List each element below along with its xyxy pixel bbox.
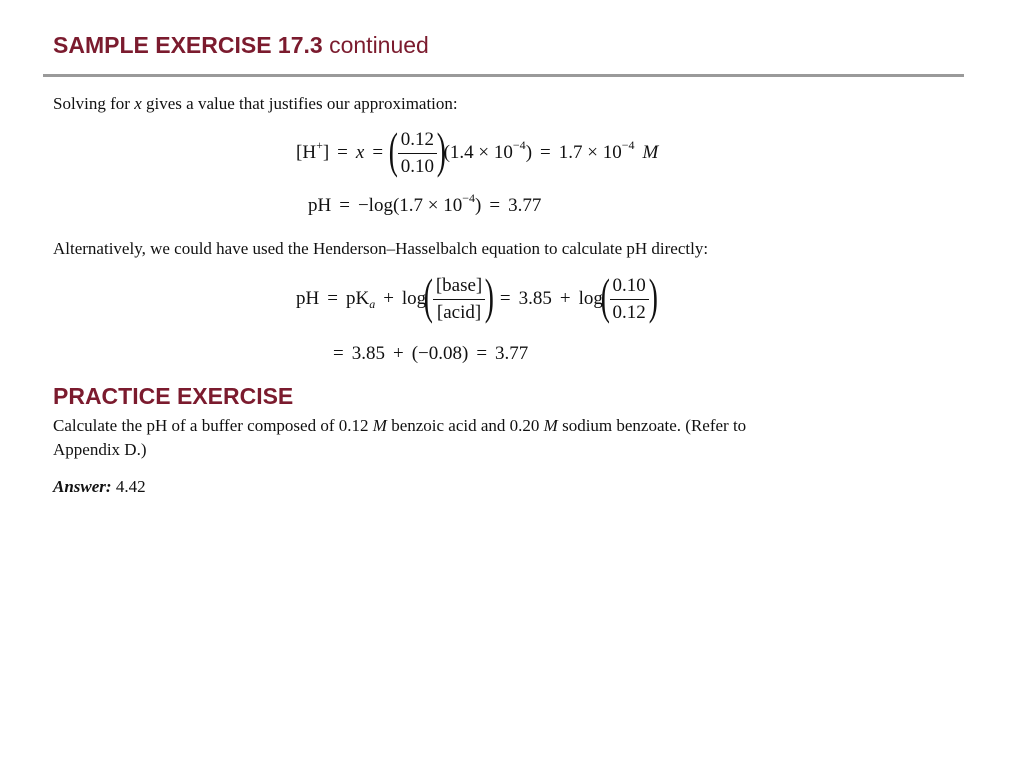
eq1-lhs-sup: + [316, 137, 323, 152]
right-paren: ) [436, 122, 446, 178]
eq4-plus: + [392, 343, 404, 364]
eq1-lhs-close: ] [322, 142, 330, 163]
eq1-x: x [355, 142, 365, 163]
left-paren: ( [600, 268, 610, 324]
eq2-expr-exp: −4 [462, 190, 476, 205]
title-divider [43, 74, 964, 77]
eq1-lhs: [H [296, 142, 317, 163]
eq3-value: 3.85 [518, 288, 552, 309]
eq3-equals-2: = [499, 288, 511, 309]
left-paren: ( [423, 268, 434, 324]
practice-text-a: Calculate the pH of a buffer composed of 0.12 [53, 416, 369, 435]
equation-h-concentration [296, 122, 659, 178]
alternative-paragraph: Alternatively, we could have used the Henderson–Hasselbalch equation to calculate pH directly: [53, 239, 709, 258]
eq3-pk: pK [345, 288, 370, 309]
eq3-denominator-1: [acid] [436, 301, 482, 323]
eq3-numerator-2: 0.10 [610, 275, 649, 300]
eq1-result-exp: −4 [621, 137, 635, 152]
eq3-log-1: log [401, 288, 427, 309]
practice-text-c: sodium benzoate. (Refer to [562, 416, 747, 435]
eq3-denominator-2: 0.12 [612, 301, 646, 323]
practice-unit-1: M [372, 416, 387, 435]
eq4-equals-2: = [476, 343, 488, 364]
eq1-denominator: 0.10 [400, 155, 434, 177]
eq4-equals: = [333, 343, 344, 364]
eq3-fraction-1 [433, 275, 485, 324]
eq2-lhs: pH [308, 195, 332, 216]
eq1-equals-1: = [337, 142, 348, 163]
intro-text-start: Solving for [53, 94, 130, 113]
equation-ph [308, 190, 542, 217]
answer-value: 4.42 [115, 477, 146, 496]
practice-line-2: Appendix D.) [53, 440, 147, 459]
eq4-term: (−0.08) [411, 343, 469, 364]
practice-line-1 [53, 414, 746, 438]
practice-answer [53, 477, 146, 497]
equation-ph-result [333, 343, 528, 365]
eq3-lhs: pH [296, 288, 320, 309]
eq4-result: 3.77 [495, 343, 529, 364]
eq1-equals-3: = [540, 142, 551, 163]
eq3-pk-sub: a [369, 296, 376, 311]
eq1-unit: M [642, 142, 659, 163]
eq1-fraction [398, 129, 437, 178]
practice-heading: PRACTICE EXERCISE [53, 383, 294, 409]
eq1-equals-2: = [372, 142, 384, 163]
eq2-expr-close: ) [475, 195, 482, 216]
eq2-equals: = [339, 195, 350, 216]
eq4-value: 3.85 [351, 343, 385, 364]
slide-title-bold: SAMPLE EXERCISE 17.3 [53, 32, 323, 58]
answer-label: Answer: [53, 477, 112, 496]
slide-title-continued: continued [329, 32, 429, 58]
intro-variable: x [134, 94, 142, 113]
eq3-plus-2: + [559, 288, 571, 309]
eq2-result: 3.77 [508, 195, 542, 216]
eq1-result: 1.7 × 10 [558, 142, 622, 163]
practice-unit-2: M [543, 416, 558, 435]
eq3-equals: = [327, 288, 338, 309]
right-paren: ) [485, 268, 495, 324]
eq1-factor-exp: −4 [512, 137, 526, 152]
eq2-expr: −log(1.7 × 10 [357, 195, 463, 216]
intro-paragraph [53, 92, 458, 116]
eq3-plus: + [383, 288, 394, 309]
slide-title [53, 32, 429, 59]
left-paren: ( [388, 122, 398, 178]
intro-text-end: gives a value that justifies our approximation: [146, 94, 458, 113]
eq3-numerator-1: [base] [433, 275, 485, 300]
eq3-fraction-2 [610, 275, 649, 324]
eq1-factor-close: ) [525, 142, 533, 163]
eq1-factor: (1.4 × 10 [443, 142, 513, 163]
eq3-log-2: log [578, 288, 603, 309]
right-paren: ) [648, 268, 658, 324]
equation-henderson-hasselbalch [296, 268, 658, 324]
eq2-equals-2: = [489, 195, 501, 216]
practice-text-b: benzoic acid and 0.20 [391, 416, 540, 435]
eq1-numerator: 0.12 [398, 129, 437, 154]
